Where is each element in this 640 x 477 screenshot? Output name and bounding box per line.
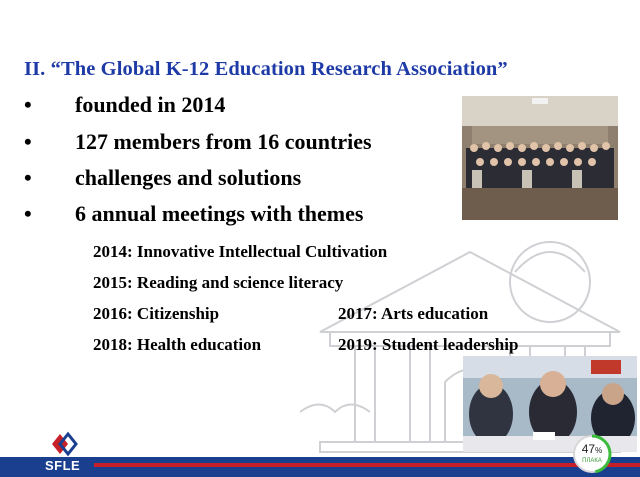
theme-2015: 2015: Reading and science literacy	[93, 273, 344, 292]
theme-2016: 2016: Citizenship	[93, 304, 220, 323]
bullet-dot: •	[24, 201, 32, 226]
progress-percent	[572, 442, 612, 458]
theme-2019: 2019: Student leadership	[338, 335, 519, 354]
slide-title: II. “The Global K-12 Education Research Association”	[24, 58, 508, 80]
bullet-text: challenges and solutions	[75, 165, 302, 190]
theme-2014: 2014: Innovative Intellectual Cultivation	[93, 242, 388, 261]
theme-2018: 2018: Health education	[93, 335, 262, 354]
bullet-dot: •	[24, 92, 32, 117]
sfle-logo-icon	[44, 430, 90, 460]
footer-accent-stripe	[94, 463, 640, 467]
logo-text: SFLE	[45, 458, 81, 473]
bullet-dot: •	[24, 165, 32, 190]
progress-unit: %	[595, 446, 603, 455]
theme-2017: 2017: Arts education	[338, 304, 489, 323]
bullet-text: founded in 2014	[75, 92, 226, 117]
bullet-text: 6 annual meetings with themes	[75, 201, 364, 226]
footer-bar	[0, 457, 640, 477]
group-photo	[462, 96, 618, 220]
progress-value: 47	[581, 442, 596, 456]
bullet-dot: •	[24, 129, 32, 154]
bullet-text: 127 members from 16 countries	[75, 129, 372, 154]
progress-sublabel: ПЛАКА	[582, 458, 602, 464]
